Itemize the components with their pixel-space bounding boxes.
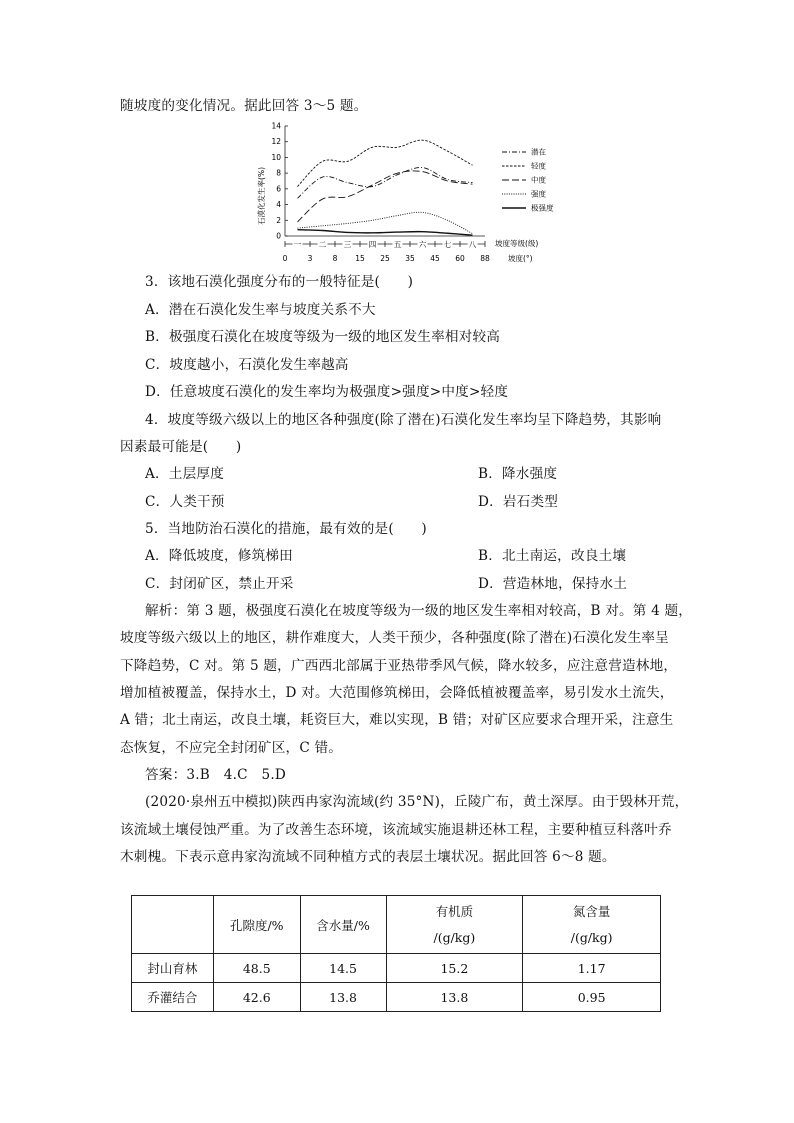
series-line-潜在 (298, 168, 473, 199)
passage-line1-rest: )陕西冉家沟流域(约 35°N)，丘陵广布，黄土深厚。由于毁林开荒， (271, 794, 689, 810)
q4-option-c[interactable]: C．人类干预 (145, 494, 225, 510)
grade-tick-label: 六 (418, 240, 427, 249)
slope-tick-label: 60 (455, 254, 465, 263)
slope-tick-label: 15 (355, 254, 365, 263)
slope-tick-label: 8 (332, 254, 338, 263)
y-tick-label: 4 (276, 200, 281, 210)
grade-tick-label: 五 (393, 240, 402, 249)
table-cell: 42.6 (213, 983, 300, 1012)
q3-option-b[interactable]: B．极强度石漠化在坡度等级为一级的地区发生率相对较高 (145, 329, 501, 345)
q3-stem: 3．该地石漠化强度分布的一般特征是( ) (145, 274, 414, 290)
table-cell: 1.17 (523, 954, 661, 983)
y-tick-label: 2 (276, 215, 281, 225)
y-tick-label: 14 (271, 121, 281, 131)
grade-tick-label: 三 (343, 240, 352, 249)
soil-table (131, 895, 661, 1012)
analysis-line5: A 错；北土南运，改良土壤，耗资巨大，难以实现，B 错；对矿区应要求合理开采，注意生 (120, 712, 674, 728)
legend-label: 强度 (531, 189, 546, 199)
passage-line3: 木刺槐。下表示意冉家沟流域不同种植方式的表层土壤状况。据此回答 6～8 题。 (120, 849, 616, 865)
table-header-cell (132, 896, 214, 954)
q5-option-c[interactable]: C．封闭矿区，禁止开采 (145, 576, 294, 592)
q4-stem-line1: 4．坡度等级六级以上的地区各种强度(除了潜在)石漠化发生率均呈下降趋势，其影响 (145, 412, 662, 428)
answer-line: 答案：3.B 4.C 5.D (145, 767, 286, 783)
y-tick-label: 8 (276, 168, 281, 178)
grade-tick-label: 八 (468, 240, 477, 249)
table-cell: 14.5 (300, 954, 386, 983)
table-cell: 0.95 (523, 983, 661, 1012)
q5-option-a[interactable]: A．降低坡度，修筑梯田 (145, 548, 293, 564)
analysis-line2: 坡度等级六级以上的地区，耕作难度大，人类干预少，各种强度(除了潜在)石漠化发生率呈 (120, 630, 669, 646)
slope-tick-label: 0 (282, 254, 288, 263)
q4-option-d[interactable]: D．岩石类型 (478, 494, 559, 510)
legend-label: 极强度 (531, 203, 554, 213)
header-unit: /(g/kg) (570, 929, 613, 945)
q5-option-b[interactable]: B．北土南运，改良土壤 (478, 548, 627, 564)
header-name: 有机质 (435, 903, 474, 919)
header-name: 氮含量 (572, 903, 611, 919)
passage-line2: 该流域土壤侵蚀严重。为了改善生态环境，该流域实施退耕还林工程，主要种植豆科落叶乔 (120, 822, 672, 838)
q4-option-b[interactable]: B．降水强度 (478, 466, 558, 482)
slope-tick-label: 45 (430, 254, 440, 263)
y-axis-label: 石漠化发生率(%) (257, 167, 266, 225)
analysis-line3: 下降趋势，C 对。第 5 题，广西西北部属于亚热带季风气候，降水较多，应注意营造林地， (120, 658, 678, 674)
q3-option-c[interactable]: C．坡度越小，石漠化发生率越高 (145, 357, 349, 373)
passage-line1 (145, 792, 688, 812)
table-header-cell (523, 896, 661, 954)
grade-axis-label: 坡度等级(级) (495, 239, 539, 248)
q4-option-a[interactable]: A．土层厚度 (145, 466, 224, 482)
slope-tick-label: 35 (405, 254, 415, 263)
grade-tick-label: 七 (443, 240, 452, 249)
header-unit: /(g/kg) (433, 929, 476, 945)
series-line-极强度 (298, 230, 473, 236)
passage-source-year: (2020· (145, 794, 191, 810)
slope-tick-label: 3 (307, 254, 313, 263)
legend-label: 潜在 (531, 147, 546, 157)
table-header-cell: 孔隙度/% (213, 896, 300, 954)
slope-tick-label: 25 (380, 254, 390, 263)
grade-tick-label: 四 (368, 240, 377, 249)
series-line-轻度 (298, 140, 473, 186)
table-header-cell (386, 896, 523, 954)
table-row (132, 983, 661, 1012)
analysis-line4: 增加植被覆盖，保持水土，D 对。大范围修筑梯田，会降低植被覆盖率，易引发水土流失， (120, 685, 674, 701)
table-cell: 乔灌结合 (132, 983, 214, 1012)
intro-line: 随坡度的变化情况。据此回答 3～5 题。 (120, 98, 368, 114)
table-cell: 13.8 (300, 983, 386, 1012)
slope-axis-label: 坡度(°) (508, 254, 533, 263)
y-tick-label: 10 (271, 152, 281, 162)
y-tick-label: 0 (276, 231, 281, 241)
grade-tick-label: 一 (293, 240, 302, 249)
grade-tick-label: 二 (318, 240, 327, 249)
q3-option-a[interactable]: A．潜在石漠化发生率与坡度关系不大 (145, 302, 376, 318)
table-row (132, 954, 661, 983)
legend-label: 中度 (531, 175, 546, 185)
table-cell: 48.5 (213, 954, 300, 983)
q3-option-d[interactable]: D．任意坡度石漠化的发生率均为极强度>强度>中度>轻度 (145, 384, 509, 400)
legend-label: 轻度 (531, 161, 546, 171)
table-cell: 13.8 (386, 983, 523, 1012)
rocky-desertification-chart (250, 118, 580, 268)
analysis-line6: 态恢复，不应完全封闭矿区，C 错。 (120, 740, 343, 756)
q5-option-d[interactable]: D．营造林地，保持水土 (478, 576, 628, 592)
passage-source-name: 泉州五中模拟 (190, 794, 272, 810)
y-tick-label: 6 (276, 184, 281, 194)
table-header-cell: 含水量/% (300, 896, 386, 954)
slope-tick-label: 88 (480, 254, 490, 263)
y-tick-label: 12 (271, 137, 281, 147)
table-cell: 15.2 (386, 954, 523, 983)
q4-stem-line2: 因素最可能是( ) (120, 439, 242, 455)
table-cell: 封山育林 (132, 954, 214, 983)
analysis-line1: 解析：第 3 题，极强度石漠化在坡度等级为一级的地区发生率相对较高，B 对。第 4 题， (145, 603, 693, 619)
q5-stem: 5．当地防治石漠化的措施，最有效的是( ) (145, 521, 427, 537)
table-header-row (132, 896, 661, 954)
